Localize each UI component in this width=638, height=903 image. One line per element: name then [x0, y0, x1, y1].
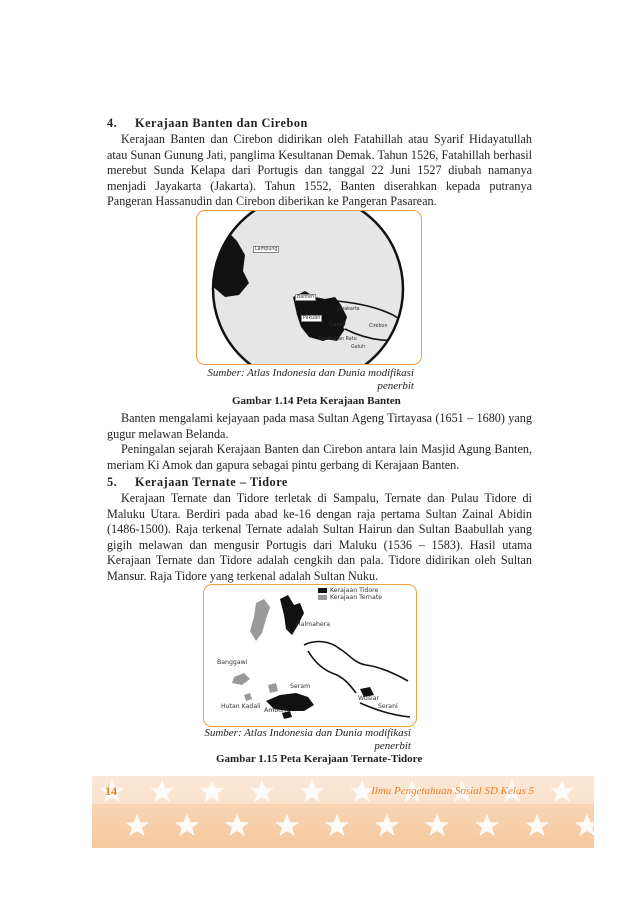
figure-1-source	[196, 367, 414, 393]
section-4-number: 4.	[107, 116, 118, 130]
papua-bird-head	[308, 651, 356, 693]
figure-2-source-line-2: penerbit	[374, 740, 411, 752]
label-cirebon: Cirebon	[369, 324, 388, 329]
figure-1-source-line-1: Sumber: Atlas Indonesia dan Dunia modifikasi	[207, 367, 414, 379]
label-ambon: Ambon	[264, 707, 286, 714]
section-4-paragraph-1: Kerajaan Banten dan Cirebon didirikan oleh Fatahillah atau Syarif Hidayatullah atau Sunan Gunung Jati, panglima Kesultanan Demak. Tahun 1526, Fatahillah berhasil merebut Sunda Kelapa dari Portugis dan tanggal 22 Juni 1527 diubah namanya menjadi Jayakarta (Jakarta). Tahun 1552, Banten diserahkan kepada putranya Pangeran Hassanudin dan Cirebon diberikan ke Pangeran Pasarean.	[107, 132, 532, 209]
label-halmahera: Halmahera	[296, 621, 331, 628]
label-wusiar: Wusiar	[358, 695, 380, 702]
legend-tidore-swatch	[318, 588, 327, 593]
label-lampung: Lampung	[255, 247, 278, 252]
label-banggawi: Banggawi	[217, 659, 248, 666]
label-pakuan: Pakuan	[303, 316, 321, 321]
section-4-paragraph-2: Banten mengalami kejayaan pada masa Sultan Ageng Tirtayasa (1651 – 1680) yang gugur melawan Belanda.	[107, 411, 532, 441]
section-5-heading	[107, 475, 288, 490]
section-5-title: Kerajaan Ternate – Tidore	[135, 475, 288, 489]
papua-north-coast	[304, 642, 408, 681]
figure-1-caption: Gambar 1.14 Peta Kerajaan Banten	[232, 395, 401, 407]
section-4-title: Kerajaan Banten dan Cirebon	[135, 116, 308, 130]
label-pelabuhan-ratu: Pelabuhan Ratu	[319, 337, 357, 342]
label-serani: Serani	[378, 703, 398, 710]
label-jayakarta: Jayakarta	[337, 307, 360, 312]
halmahera-land	[280, 595, 304, 635]
label-hutan-kadali: Hutan Kadali	[221, 703, 261, 710]
figure-1-frame	[196, 210, 422, 365]
book-title: Ilmu Pengetahuan Sosial SD Kelas 5	[371, 785, 534, 797]
legend-ternate-label: Kerajaan Ternate	[330, 594, 382, 601]
figure-2-source	[203, 727, 411, 753]
label-galuh: Galuh	[351, 345, 366, 350]
legend-ternate-swatch	[318, 595, 327, 600]
section-5-paragraph-1: Kerajaan Ternate dan Tidore terletak di Sampalu, Ternate dan Pulau Tidore di Maluku Utara. Berdiri pada abad ke-16 dengan raja pertama Sultan Zainal Abidin (1486-1500). Raja terkenal Ternate adalah Sultan Hairun dan Sultan Baabullah yang gigih melawan dan mengusir Portugis dari Maluku (1536 – 1583). Hasil utama Kerajaan Ternate dan Tidore adalah cengkih dan pala. Tidore didirikan oleh Sultan Mansur. Raja Tidore yang terkenal adalah Sultan Nuku.	[107, 491, 532, 583]
section-5-number: 5.	[107, 475, 118, 489]
label-cianjur: Cianjur	[329, 323, 347, 328]
label-seram: Seram	[290, 683, 311, 690]
legend-tidore-label: Kerajaan Tidore	[330, 587, 379, 594]
figure-2-source-line-1: Sumber: Atlas Indonesia dan Dunia modifikasi	[204, 727, 411, 739]
figure-2-caption: Gambar 1.15 Peta Kerajaan Ternate-Tidore	[216, 753, 423, 765]
figure-1-source-line-2: penerbit	[377, 380, 414, 392]
figure-2-frame	[203, 584, 417, 727]
label-banten: Banten	[297, 295, 315, 300]
banten-map	[197, 211, 421, 364]
section-4-heading	[107, 116, 308, 131]
page-number: 14	[105, 784, 117, 798]
section-4-paragraph-3: Peningalan sejarah Kerajaan Banten dan Cirebon antara lain Masjid Agung Banten, meriam Ki Amok dan gapura sebagai pintu gerbang di Kerajaan Banten.	[107, 442, 532, 472]
ternate-land	[250, 599, 270, 641]
